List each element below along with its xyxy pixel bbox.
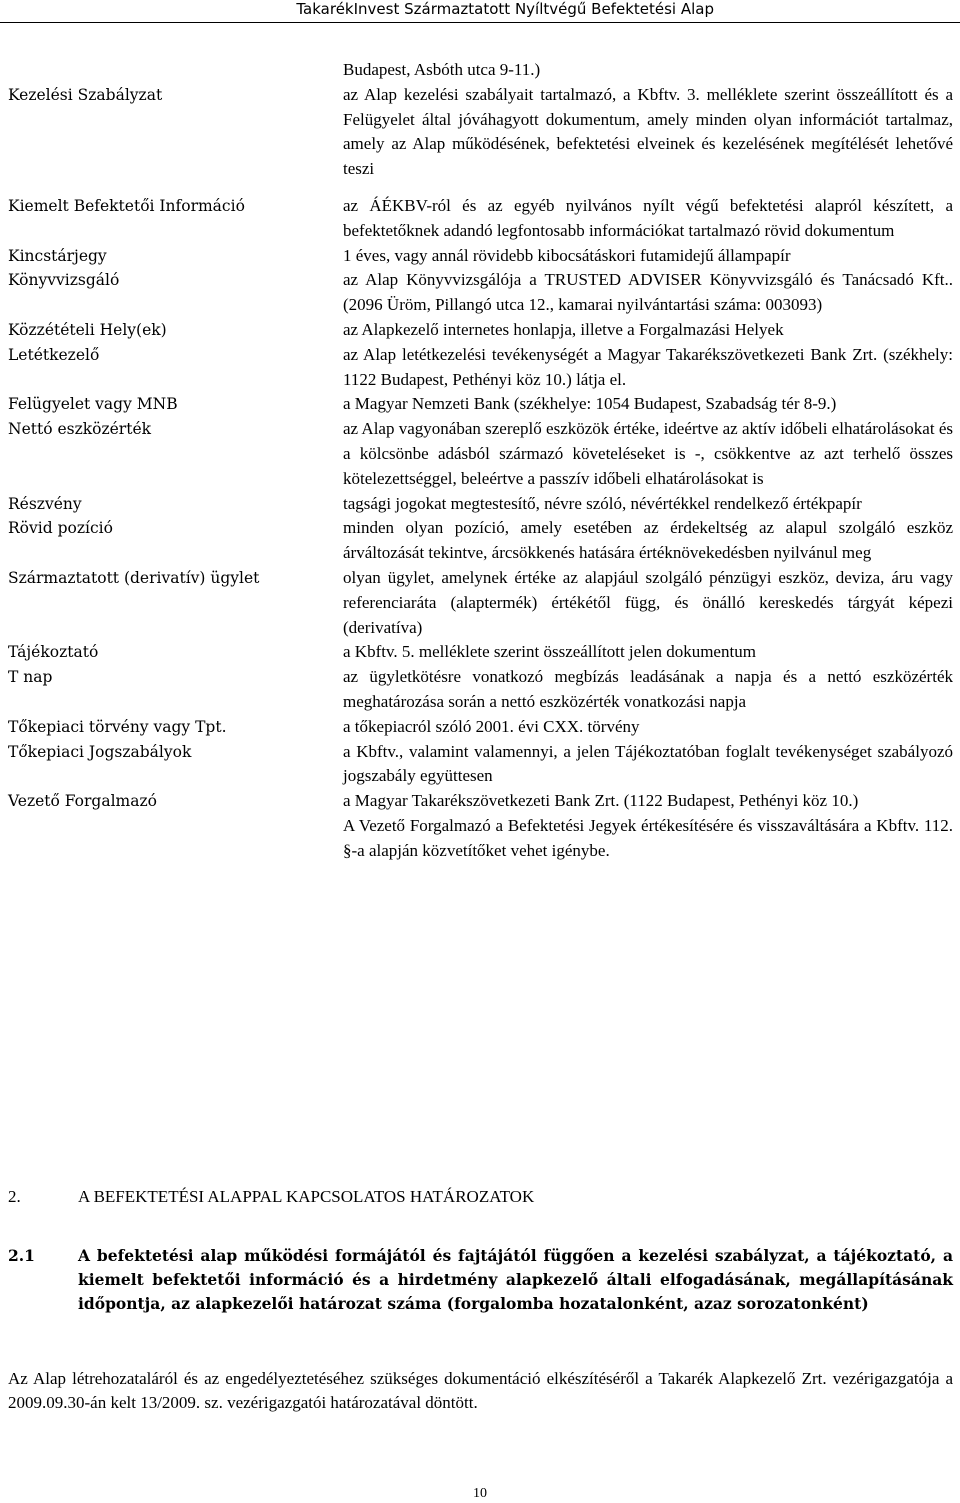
definition-row xyxy=(0,417,960,491)
definition: az ügyletkötésre vonatkozó megbízás leadásának a napja és a nettó eszközérték meghatározása során a nettó eszközérték vonatkozási napja xyxy=(343,667,953,711)
definition-row xyxy=(0,392,960,417)
definition: Budapest, Asbóth utca 9-11.) xyxy=(343,60,541,79)
definition: az Alap vagyonában szereplő eszközök értéke, ideértve az aktív időbeli elhatárolásokat és a kölcsönbe adásból származó követeléseket is -, csökkentve az azt terhelő összes kötelezettséggel, beleértve a passzív időbeli elhatárolásokat is xyxy=(343,419,953,488)
section-title: A BEFEKTETÉSI ALAPPAL KAPCSOLATOS HATÁROZATOK xyxy=(78,1187,535,1206)
definition: az Alap Könyvvizsgálója a TRUSTED ADVISER Könyvvizsgáló és Tanácsadó Kft.. (2096 Üröm, Pillangó utca 12., kamarai nyilvántartási száma: 003093) xyxy=(343,270,953,315)
definition-row xyxy=(0,715,960,740)
definition-row xyxy=(0,566,960,640)
definition-row xyxy=(0,740,960,790)
definition: az Alap letétkezelési tevékenységét a Magyar Takarékszövetkezeti Bank Zrt. (székhely: 1122 Budapest, Pethényi köz 10.) látja el. xyxy=(343,344,953,389)
term: Tőkepiaci Jogszabályok xyxy=(8,742,192,761)
term: Kincstárjegy xyxy=(8,246,107,265)
term: Kezelési Szabályzat xyxy=(8,85,163,104)
term: Tájékoztató xyxy=(8,643,99,662)
definition-row xyxy=(0,492,960,517)
page-header xyxy=(0,0,960,23)
term: Letétkezelő xyxy=(8,345,100,364)
definition: tagsági jogokat megtestesítő, névre szóló, névértékkel rendelkező értékpapír xyxy=(343,493,862,513)
subsection-number: 2.1 xyxy=(8,1246,35,1265)
definition-row xyxy=(0,665,960,715)
section-number: 2. xyxy=(8,1187,21,1206)
definition-row xyxy=(0,814,960,864)
definition: az Alap kezelési szabályait tartalmazó, a Kbftv. 3. melléklete szerint összeállított és a Felügyelet által jóváhagyott dokumentum, amely minden olyan információt tartalmaz, amely az Alap működésének, befektetési elveinek és kezelésének megítélését lehetővé teszi xyxy=(343,84,953,179)
definition: a Kbftv., valamint valamennyi, a jelen Tájékoztatóban foglalt tevékenységet szabályozó jogszabály együttesen xyxy=(343,741,953,786)
definition: a Magyar Takarékszövetkezeti Bank Zrt. (1122 Budapest, Pethényi köz 10.) xyxy=(343,791,859,811)
definition: az Alapkezelő internetes honlapja, illetve a Forgalmazási Helyek xyxy=(343,319,784,339)
subsection-text: A befektetési alap működési formájától és fajtájától függően a kezelési szabályzat, a tájékoztató, a kiemelt befektetői információ és a hirdetmény alapkezelő általi elfogadásának, megállapításának időpontja, az alapkezelői határozat száma (forgalomba hozatalonként, azaz sorozatonként) xyxy=(78,1246,953,1314)
closing-paragraph: Az Alap létrehozataláról és az engedélyeztetéséhez szükséges dokumentáció elkészítéséről a Takarék Alapkezelő Zrt. vezérigazgatója a 2009.09.30-án kelt 13/2009. sz. vezérigazgatói határozatával döntött. xyxy=(8,1369,953,1412)
definition-row xyxy=(0,58,960,83)
term: Könyvvizsgáló xyxy=(8,271,120,290)
subsection-2-1 xyxy=(8,1244,953,1317)
term: Származtatott (derivatív) ügylet xyxy=(8,568,260,587)
definition: minden olyan pozíció, amely esetében az érdekeltség az alapul szolgáló eszköz árváltozását tekintve, árcsökkenés hatására értéknövekedésben nyilvánul meg xyxy=(343,518,953,563)
page-number: 10 xyxy=(473,1486,487,1501)
definition: 1 éves, vagy annál rövidebb kibocsátáskori futamidejű állampapír xyxy=(343,245,791,265)
term: Nettó eszközérték xyxy=(8,420,152,439)
definition: az ÁÉKBV-ról és az egyéb nyilvános nyílt végű befektetési alapról készített, a befektetőknek adandó legfontosabb információkat tartalmazó rövid dokumentum xyxy=(343,195,953,240)
definition-row xyxy=(0,268,960,318)
term: T nap xyxy=(8,668,53,687)
definition: a Kbftv. 5. melléklete szerint összeállított jelen dokumentum xyxy=(343,642,756,662)
definition-row xyxy=(0,83,960,182)
definition-row xyxy=(0,516,960,566)
section-heading xyxy=(8,1185,953,1209)
term: Tőkepiaci törvény vagy Tpt. xyxy=(8,717,227,736)
definition: a tőkepiacról szóló 2001. évi CXX. törvény xyxy=(343,716,640,736)
definition-row xyxy=(0,318,960,343)
term: Közzétételi Hely(ek) xyxy=(8,320,167,339)
definition-row xyxy=(0,789,960,814)
definition-row xyxy=(0,194,960,244)
term: Rövid pozíció xyxy=(8,519,113,538)
definition-row xyxy=(0,640,960,665)
term: Kiemelt Befektetői Információ xyxy=(8,196,245,215)
document-title: TakarékInvest Származtatott Nyíltvégű Befektetési Alap xyxy=(296,0,714,18)
definition-row xyxy=(0,244,960,269)
term: Részvény xyxy=(8,494,82,513)
definition: olyan ügylet, amelynek értéke az alapjául szolgáló pénzügyi eszköz, deviza, áru vagy referenciaráta (alaptermék) értékétől függ, és önálló kereskedés tárgyát képezi (derivatíva) xyxy=(343,567,953,637)
term: Vezető Forgalmazó xyxy=(8,792,157,811)
definition: A Vezető Forgalmazó a Befektetési Jegyek értékesítésére és visszaváltására a Kbftv. 112. §-a alapján közvetítőket vehet igénybe. xyxy=(343,815,953,860)
definition-row xyxy=(0,343,960,393)
term: Felügyelet vagy MNB xyxy=(8,395,178,414)
definition: a Magyar Nemzeti Bank (székhelye: 1054 Budapest, Szabadság tér 8-9.) xyxy=(343,394,837,414)
definitions-list xyxy=(0,58,960,864)
